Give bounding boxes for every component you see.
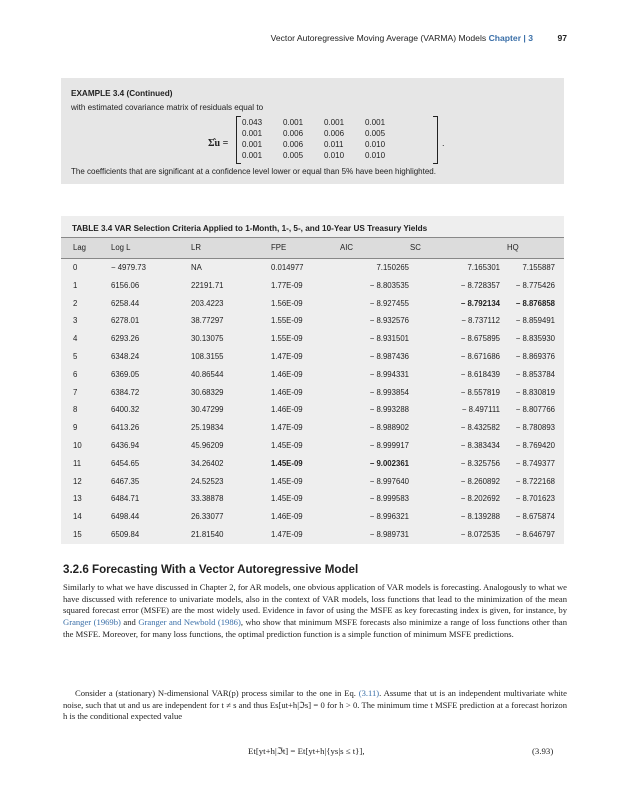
matrix-cell: 0.006 — [283, 129, 304, 138]
table-cell: 9 — [73, 423, 78, 433]
table-cell: 3 — [73, 316, 78, 326]
table-cell: 6509.84 — [111, 530, 140, 539]
page-number: 97 — [557, 33, 567, 43]
table-cell: − 8.853784 — [515, 369, 555, 379]
table-cell: 38.77297 — [191, 316, 224, 326]
table-cell: 6413.26 — [111, 423, 140, 433]
matrix-cell: 0.001 — [283, 118, 304, 127]
table-cell: 24.52523 — [191, 476, 224, 486]
section-heading: 3.2.6 Forecasting With a Vector Autoregressive Model — [63, 563, 359, 576]
matrix-cell: 0.010 — [365, 151, 386, 160]
matrix-cell: 0.006 — [283, 140, 304, 149]
table-cell: − 8.859491 — [515, 316, 555, 326]
table-cell: − 8.988902 — [369, 423, 409, 433]
table-cell: 26.33077 — [191, 512, 224, 522]
table-cell: − 8.260892 — [460, 476, 500, 486]
table-cell: 1.47E-09 — [271, 352, 303, 361]
table-cell: 1.56E-09 — [271, 298, 303, 308]
table-cell: 21.81540 — [191, 530, 224, 539]
table-row — [61, 365, 564, 384]
table-cell: 15 — [73, 530, 82, 539]
matrix-cell: 0.001 — [324, 118, 345, 127]
table-cell: − 8.139288 — [460, 512, 500, 522]
matrix-cell: 0.001 — [242, 151, 263, 160]
table-cell: − 8.618439 — [460, 369, 500, 379]
table-cell: 7.150265 — [376, 263, 409, 272]
table-row — [61, 294, 564, 313]
table-cell: 22191.71 — [191, 280, 224, 290]
table-cell: 108.3155 — [191, 352, 224, 361]
table-cell: 6348.24 — [111, 352, 140, 361]
table-cell: 25.19834 — [191, 423, 224, 433]
table-cell: NA — [191, 263, 202, 272]
table-row — [61, 276, 564, 295]
table-cell: − 8.722168 — [515, 476, 555, 486]
table-cell: 1.55E-09 — [271, 316, 303, 326]
table-cell: − 8.646797 — [515, 530, 555, 539]
table-cell: − 8.803535 — [369, 280, 409, 290]
table-cell: 6258.44 — [111, 298, 140, 308]
table-cell: − 8.728357 — [460, 280, 500, 290]
table-cell: − 8.675895 — [460, 334, 500, 344]
table-cell: 11 — [73, 458, 82, 468]
table-cell: 6484.71 — [111, 494, 140, 504]
table-row — [61, 383, 564, 402]
paragraph-2: Consider a (stationary) N-dimensional VAR(p) process similar to the one in Eq. (3.11). Assume that ut is an independent multivariate white noise, such that ut and us are independent for t ≠ s and thus Es[ut+h|ℑs] = 0 for h > 0. The minimum time t MSFE prediction at a forecast horizon h is the conditional expected value — [63, 688, 567, 722]
table-cell: 45.96209 — [191, 441, 224, 450]
selection-criteria-table — [61, 216, 564, 544]
matrix-cell: 0.006 — [324, 129, 345, 138]
table-cell: 203.4223 — [191, 298, 224, 308]
matrix-right-bracket — [433, 116, 438, 164]
table-cell: − 8.675874 — [515, 512, 555, 522]
table-cell: 1.55E-09 — [271, 334, 303, 344]
table-cell: 6400.32 — [111, 405, 140, 415]
table-cell: − 8.997640 — [369, 476, 409, 486]
table-row — [61, 507, 564, 526]
table-cell: − 8.932576 — [369, 316, 409, 326]
running-title: Vector Autoregressive Moving Average (VARMA) Models — [270, 33, 487, 43]
table-cell: − 8.557819 — [460, 387, 500, 397]
header-lag: Lag — [73, 243, 87, 252]
equation-ref-3-11[interactable]: (3.11) — [358, 688, 380, 698]
header-fpe: FPE — [271, 243, 287, 252]
table-cell: − 8.869376 — [515, 352, 555, 361]
covariance-symbol: Σ̂u = — [208, 138, 229, 149]
table-row — [61, 329, 564, 348]
matrix-cell: 0.005 — [365, 129, 386, 138]
table-cell: − 8.999583 — [369, 494, 409, 504]
table-cell: 1.45E-09 — [271, 476, 303, 486]
matrix-row — [242, 129, 432, 138]
paragraph-1: Similarly to what we have discussed in Chapter 2, for AR models, one obvious application of VAR models is forecasting. Analogously to what we have discussed with reference to univariate models, also in the context of VAR models, loss functions that lead to the minimization of the mean squared forecast error (MSFE) are the most widely used. Evidence in favor of using the MSFE as key forecasting index is given, for instance, by Granger (1969b) and Granger and Newbold (1986), who show that minimum MSFE forecasts also minimize a range of loss functions other than the MSFE. Moreover, for many loss functions, the optimal prediction function is a simple function of minimum MSFE predictions. — [63, 582, 567, 639]
matrix-left-bracket — [236, 116, 241, 164]
table-cell: 1.47E-09 — [271, 423, 303, 433]
table-cell: 1.46E-09 — [271, 405, 303, 415]
header-aic: AIC — [340, 243, 353, 252]
example-footnote: The coefficients that are significant at a confidence level lower or equal than 5% have been highlighted. — [71, 167, 436, 176]
table-cell: − 8.325756 — [460, 458, 500, 468]
table-cell: 2 — [73, 298, 78, 308]
table-cell: − 8.931501 — [369, 334, 409, 344]
table-cell: 7.165301 — [467, 263, 500, 272]
table-cell: − 8.989731 — [369, 530, 409, 539]
matrix-cell: 0.001 — [242, 129, 263, 138]
table-cell: − 8.830819 — [515, 387, 555, 397]
equation-3-93: Et[yt+h|ℑt] = Et[yt+h|{ys|s ≤ t}], — [248, 746, 365, 756]
table-cell: − 8.749377 — [515, 458, 555, 468]
table-cell: 1.77E-09 — [271, 280, 303, 290]
table-cell: 10 — [73, 441, 82, 450]
matrix-period: . — [442, 138, 445, 148]
table-cell: 6 — [73, 369, 78, 379]
table-cell: 1 — [73, 280, 78, 290]
example-box — [61, 78, 564, 184]
table-cell: 0.014977 — [271, 263, 304, 272]
table-row — [61, 258, 564, 277]
table-row — [61, 472, 564, 491]
table-cell: − 8.993288 — [369, 405, 409, 415]
table-cell: − 8.999917 — [369, 441, 409, 450]
table-cell: − 8.835930 — [515, 334, 555, 344]
matrix-cell: 0.011 — [324, 140, 344, 149]
table-cell: 6369.05 — [111, 369, 140, 379]
table-cell: 6498.44 — [111, 512, 140, 522]
table-cell: 6156.06 — [111, 280, 140, 290]
table-caption — [72, 224, 427, 233]
table-cell: 30.68329 — [191, 387, 224, 397]
table-row — [61, 400, 564, 419]
example-intro: with estimated covariance matrix of residuals equal to — [71, 103, 264, 112]
table-cell: − 8.072535 — [460, 530, 500, 539]
equation-number: (3.93) — [532, 746, 554, 756]
table-row — [61, 311, 564, 330]
table-cell: 1.46E-09 — [271, 369, 303, 379]
table-cell: 1.45E-09 — [271, 441, 303, 450]
table-cell: 14 — [73, 512, 82, 522]
header-hq: HQ — [507, 243, 519, 252]
table-cell: 6454.65 — [111, 458, 140, 468]
table-cell: 33.38878 — [191, 494, 224, 504]
table-cell: 1.45E-09 — [271, 494, 303, 504]
table-title: VAR Selection Criteria Applied to 1-Month, 1-, 5-, and 10-Year US Treasury Yields — [114, 224, 428, 233]
table-cell: − 8.993854 — [369, 387, 409, 397]
table-cell: 4 — [73, 334, 78, 344]
citation-granger-1969b[interactable]: Granger (1969b) — [63, 617, 121, 628]
table-cell: − 8.876858 — [515, 298, 555, 308]
table-header-row — [61, 237, 564, 259]
matrix-row — [242, 151, 432, 160]
table-row — [61, 418, 564, 437]
matrix-cell: 0.005 — [283, 151, 304, 160]
matrix-row — [242, 118, 432, 127]
matrix-cell: 0.001 — [242, 140, 263, 149]
table-cell: 13 — [73, 494, 82, 504]
table-cell: − 8.202692 — [460, 494, 500, 504]
table-cell: − 8.780893 — [515, 423, 555, 433]
table-cell: 8 — [73, 405, 78, 415]
table-cell: 0 — [73, 263, 78, 272]
table-cell: 6467.35 — [111, 476, 140, 486]
matrix-cell: 0.010 — [324, 151, 345, 160]
table-cell: − 8.987436 — [369, 352, 409, 361]
matrix-cell: 0.001 — [365, 118, 386, 127]
matrix-row — [242, 140, 432, 149]
table-cell: − 8.671686 — [460, 352, 500, 361]
table-cell: − 8.769420 — [515, 441, 555, 450]
table-cell: 1.47E-09 — [271, 530, 303, 539]
table-cell: − 8.701623 — [515, 494, 555, 504]
table-cell: 40.86544 — [191, 369, 224, 379]
matrix-cell: 0.043 — [242, 118, 263, 127]
table-cell: − 8.737112 — [461, 316, 500, 326]
example-title: EXAMPLE 3.4 (Continued) — [71, 89, 173, 98]
table-cell: − 8.994331 — [369, 369, 409, 379]
table-cell: 30.47299 — [191, 405, 224, 415]
table-label: TABLE 3.4 — [72, 224, 113, 233]
table-row — [61, 525, 564, 544]
running-header — [0, 33, 625, 47]
table-cell: − 8.383434 — [460, 441, 500, 450]
table-cell: − 8.807766 — [515, 405, 555, 415]
table-cell: 34.26402 — [191, 458, 224, 468]
table-row — [61, 454, 564, 473]
header-sc: SC — [410, 243, 421, 252]
table-cell: 5 — [73, 352, 78, 361]
header-logl: Log L — [111, 243, 131, 252]
table-cell: − 8.775426 — [515, 280, 555, 290]
table-cell: − 8.432582 — [460, 423, 500, 433]
table-cell: − 8.792134 — [460, 298, 500, 308]
table-cell: 7.155887 — [522, 263, 555, 272]
table-cell: − 4979.73 — [111, 263, 146, 272]
table-cell: 6278.01 — [111, 316, 140, 326]
table-cell: 30.13075 — [191, 334, 224, 344]
table-cell: 1.46E-09 — [271, 387, 303, 397]
table-cell: 7 — [73, 387, 78, 397]
table-cell: 12 — [73, 476, 82, 486]
table-row — [61, 436, 564, 455]
table-cell: − 8.497111 — [461, 405, 500, 415]
header-lr: LR — [191, 243, 201, 252]
table-cell: 1.46E-09 — [271, 512, 303, 522]
table-row — [61, 489, 564, 508]
table-cell: 6436.94 — [111, 441, 140, 450]
citation-granger-newbold-1986[interactable]: Granger and Newbold (1986) — [138, 617, 241, 628]
table-cell: 6293.26 — [111, 334, 140, 344]
table-cell: − 9.002361 — [369, 458, 409, 468]
table-cell: 1.45E-09 — [271, 458, 303, 468]
table-cell: − 8.996321 — [369, 512, 409, 522]
table-cell: − 8.927455 — [369, 298, 409, 308]
table-cell: 6384.72 — [111, 387, 140, 397]
chapter-label: Chapter | 3 — [488, 33, 533, 43]
table-row — [61, 347, 564, 366]
matrix-cell: 0.010 — [365, 140, 386, 149]
